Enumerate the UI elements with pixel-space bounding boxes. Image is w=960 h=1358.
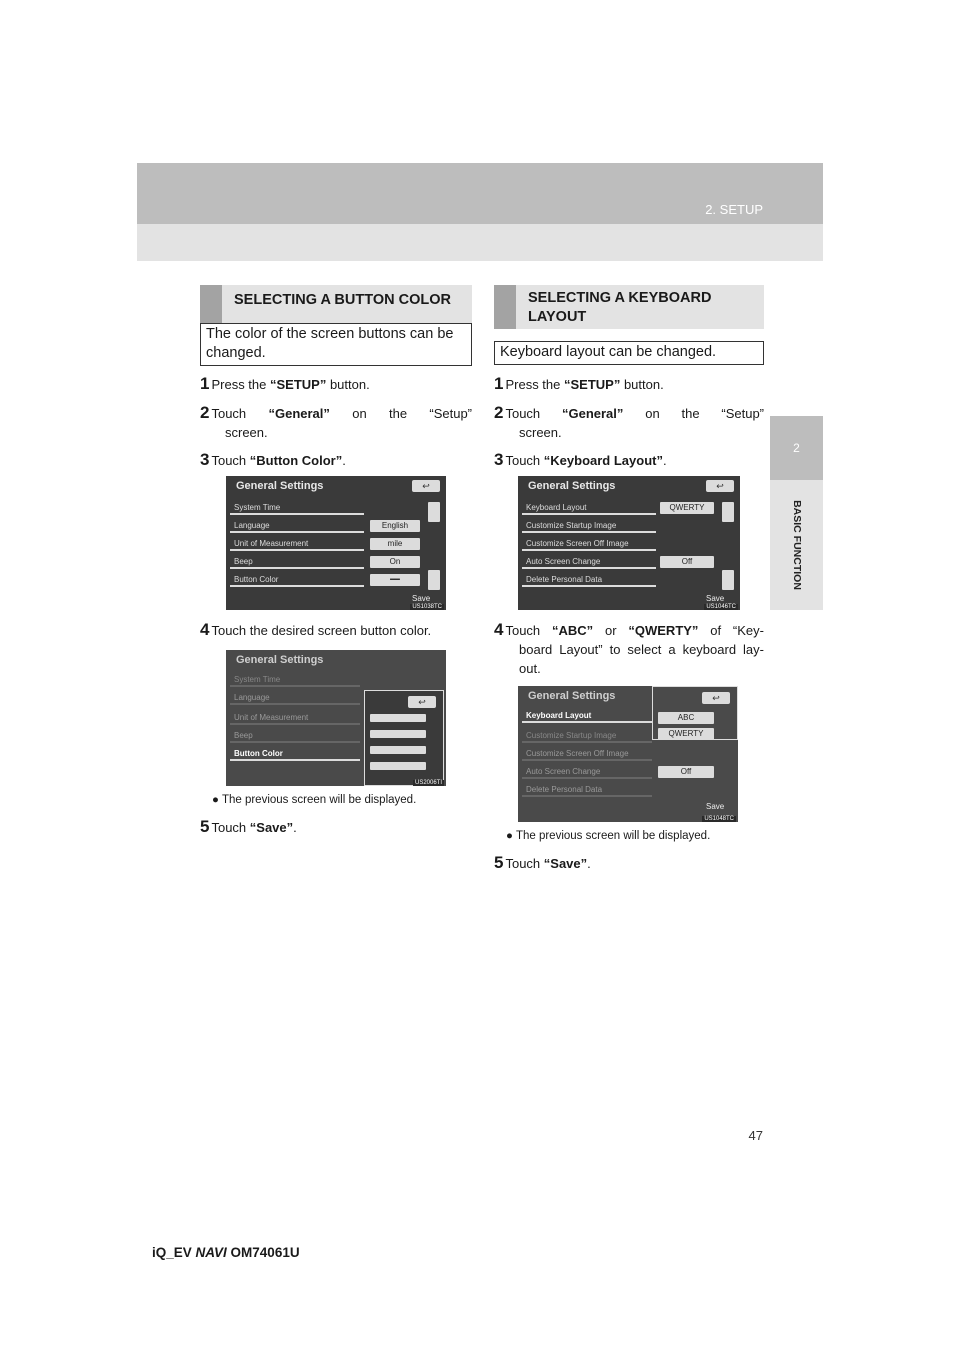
right-step-3: [494, 450, 667, 470]
abc-option: ABC: [658, 712, 714, 724]
screen-save: Save: [706, 802, 725, 811]
screen-title: General Settings: [528, 690, 616, 702]
step-text: .: [587, 856, 591, 871]
right-screenshot-2: [518, 686, 738, 822]
screen-row: Beep: [230, 556, 364, 569]
footer-text: OM74061U: [226, 1245, 300, 1260]
screen-row: Button Color: [230, 748, 360, 761]
screen-row: Keyboard Layout: [522, 502, 656, 515]
step-keyword: “Button Color”: [249, 453, 343, 468]
step-number: 5: [494, 853, 504, 872]
step-text-cont: screen.: [225, 425, 268, 440]
image-code: US2006TI: [414, 780, 442, 786]
note-text: The previous screen will be displayed.: [221, 794, 417, 806]
right-step-5: [494, 853, 591, 873]
back-icon: ↩: [412, 480, 440, 492]
step-text: on the “Setup”: [623, 406, 765, 421]
screen-row: Customize Startup Image: [522, 730, 652, 743]
screen-title: General Settings: [236, 480, 324, 492]
color-swatch: [370, 730, 426, 738]
step-text: on the “Setup”: [329, 406, 473, 421]
step-number: 4: [200, 620, 210, 639]
screen-title: General Settings: [236, 654, 324, 666]
step-keyword: “SETUP”: [270, 377, 327, 392]
step-text-cont: board Layout” to select a keyboard lay-: [519, 642, 764, 657]
screen-value: mile: [370, 538, 420, 550]
back-icon: ↩: [706, 480, 734, 492]
step-text: Press the: [211, 377, 270, 392]
screen-save: Save: [412, 594, 431, 603]
screen-row: System Time: [230, 502, 364, 515]
image-code: US1048TC: [704, 816, 734, 822]
screen-row: Customize Startup Image: [522, 520, 656, 533]
right-section-header: [494, 285, 764, 329]
step-text: Touch: [505, 623, 552, 638]
step-text: Touch: [211, 453, 250, 468]
step-keyword: “Save”: [249, 820, 294, 835]
screen-value: On: [370, 556, 420, 568]
step-number: 1: [200, 374, 210, 393]
page-number: 47: [748, 1128, 763, 1143]
chapter-tab-label: [770, 480, 823, 610]
step-text: Touch the desired screen button color.: [211, 623, 432, 638]
back-icon: ↩: [408, 696, 436, 708]
step-text: button.: [326, 377, 370, 392]
step-keyword: “SETUP”: [564, 377, 621, 392]
left-note: ● The previous screen will be displayed.: [212, 794, 417, 806]
step-keyword: “ABC”: [551, 623, 594, 638]
step-text: button.: [620, 377, 664, 392]
screen-row: Keyboard Layout: [522, 710, 652, 723]
left-step-2: [200, 403, 472, 442]
screen-value: QWERTY: [660, 502, 714, 514]
section-marker: [494, 285, 516, 329]
scroll-up-icon: [428, 502, 440, 522]
screen-row: Button Color: [230, 574, 364, 587]
screen-row: Auto Screen Change: [522, 766, 652, 779]
step-number: 4: [494, 620, 504, 639]
step-number: 5: [200, 817, 210, 836]
screen-title: General Settings: [528, 480, 616, 492]
screen-value: English: [370, 520, 420, 532]
step-text: .: [342, 453, 346, 468]
screen-row: Delete Personal Data: [522, 574, 656, 587]
screen-row: System Time: [230, 674, 360, 687]
scroll-down-icon: [722, 570, 734, 590]
left-step-1: [200, 374, 370, 394]
step-keyword: “General”: [268, 406, 330, 421]
color-swatch: [370, 762, 426, 770]
screen-row: Beep: [230, 730, 360, 743]
screen-value: ━━: [370, 574, 420, 586]
screen-row: Language: [230, 692, 360, 705]
footer-manual-id: [152, 1245, 300, 1260]
step-text: or: [593, 623, 629, 638]
step-number: 2: [494, 403, 504, 422]
step-number: 2: [200, 403, 210, 422]
left-screenshot-1: [226, 476, 446, 610]
left-section-header: [200, 285, 472, 328]
step-text: Touch: [505, 406, 562, 421]
left-step-3: [200, 450, 346, 470]
section-title: 2. SETUP: [705, 202, 763, 217]
screen-row: Auto Screen Change: [522, 556, 656, 569]
right-section-title: SELECTING A KEYBOARD LAYOUT: [528, 290, 712, 325]
left-step-5: [200, 817, 297, 837]
header-subband: [137, 224, 823, 261]
step-keyword: “QWERTY”: [628, 623, 699, 638]
scroll-up-icon: [722, 502, 734, 522]
left-section-title: SELECTING A BUTTON COLOR: [234, 292, 451, 308]
step-number: 1: [494, 374, 504, 393]
screen-value: Off: [658, 766, 714, 778]
right-note: ● The previous screen will be displayed.: [506, 830, 711, 842]
note-text: The previous screen will be displayed.: [515, 830, 711, 842]
step-text: of “Key-: [698, 623, 764, 638]
step-keyword: “Keyboard Layout”: [543, 453, 663, 468]
left-screenshot-2: [226, 650, 446, 786]
footer-text: NAVI: [195, 1245, 227, 1260]
qwerty-option: QWERTY: [658, 728, 714, 740]
step-number: 3: [494, 450, 504, 469]
screen-value: Off: [660, 556, 714, 568]
step-text: Touch: [505, 856, 544, 871]
step-keyword: “Save”: [543, 856, 588, 871]
step-text: Press the: [505, 377, 564, 392]
left-intro-box: The color of the screen buttons can be changed.: [200, 323, 472, 366]
footer-text: iQ_EV: [152, 1245, 196, 1260]
scroll-down-icon: [428, 570, 440, 590]
screen-row: Delete Personal Data: [522, 784, 652, 797]
step-text-cont: screen.: [519, 425, 562, 440]
screen-row: Customize Screen Off Image: [522, 748, 652, 761]
screen-row: Customize Screen Off Image: [522, 538, 656, 551]
screen-row: Unit of Measurement: [230, 538, 364, 551]
chapter-tab-number: 2: [770, 416, 823, 480]
right-step-2: [494, 403, 764, 442]
back-icon: ↩: [702, 692, 730, 704]
step-text: Touch: [211, 406, 269, 421]
step-number: 3: [200, 450, 210, 469]
right-intro-box: Keyboard layout can be changed.: [494, 341, 764, 365]
step-keyword: “General”: [561, 406, 624, 421]
chapter-tab-text: BASIC FUNCTION: [790, 500, 803, 590]
right-step-1: [494, 374, 664, 394]
step-text: Touch: [211, 820, 250, 835]
step-text: Touch: [505, 453, 544, 468]
left-step-4: [200, 620, 431, 640]
image-code: US1046TC: [706, 604, 736, 610]
section-marker: [200, 285, 222, 328]
right-step-4: [494, 620, 764, 678]
color-swatch: [370, 746, 426, 754]
step-text-cont: out.: [519, 661, 541, 676]
step-text: .: [662, 453, 667, 468]
screen-row: Language: [230, 520, 364, 533]
screen-row: Unit of Measurement: [230, 712, 360, 725]
right-screenshot-1: [518, 476, 740, 610]
step-text: .: [293, 820, 297, 835]
screen-save: Save: [706, 594, 725, 603]
image-code: US1038TC: [412, 604, 442, 610]
color-swatch: [370, 714, 426, 722]
